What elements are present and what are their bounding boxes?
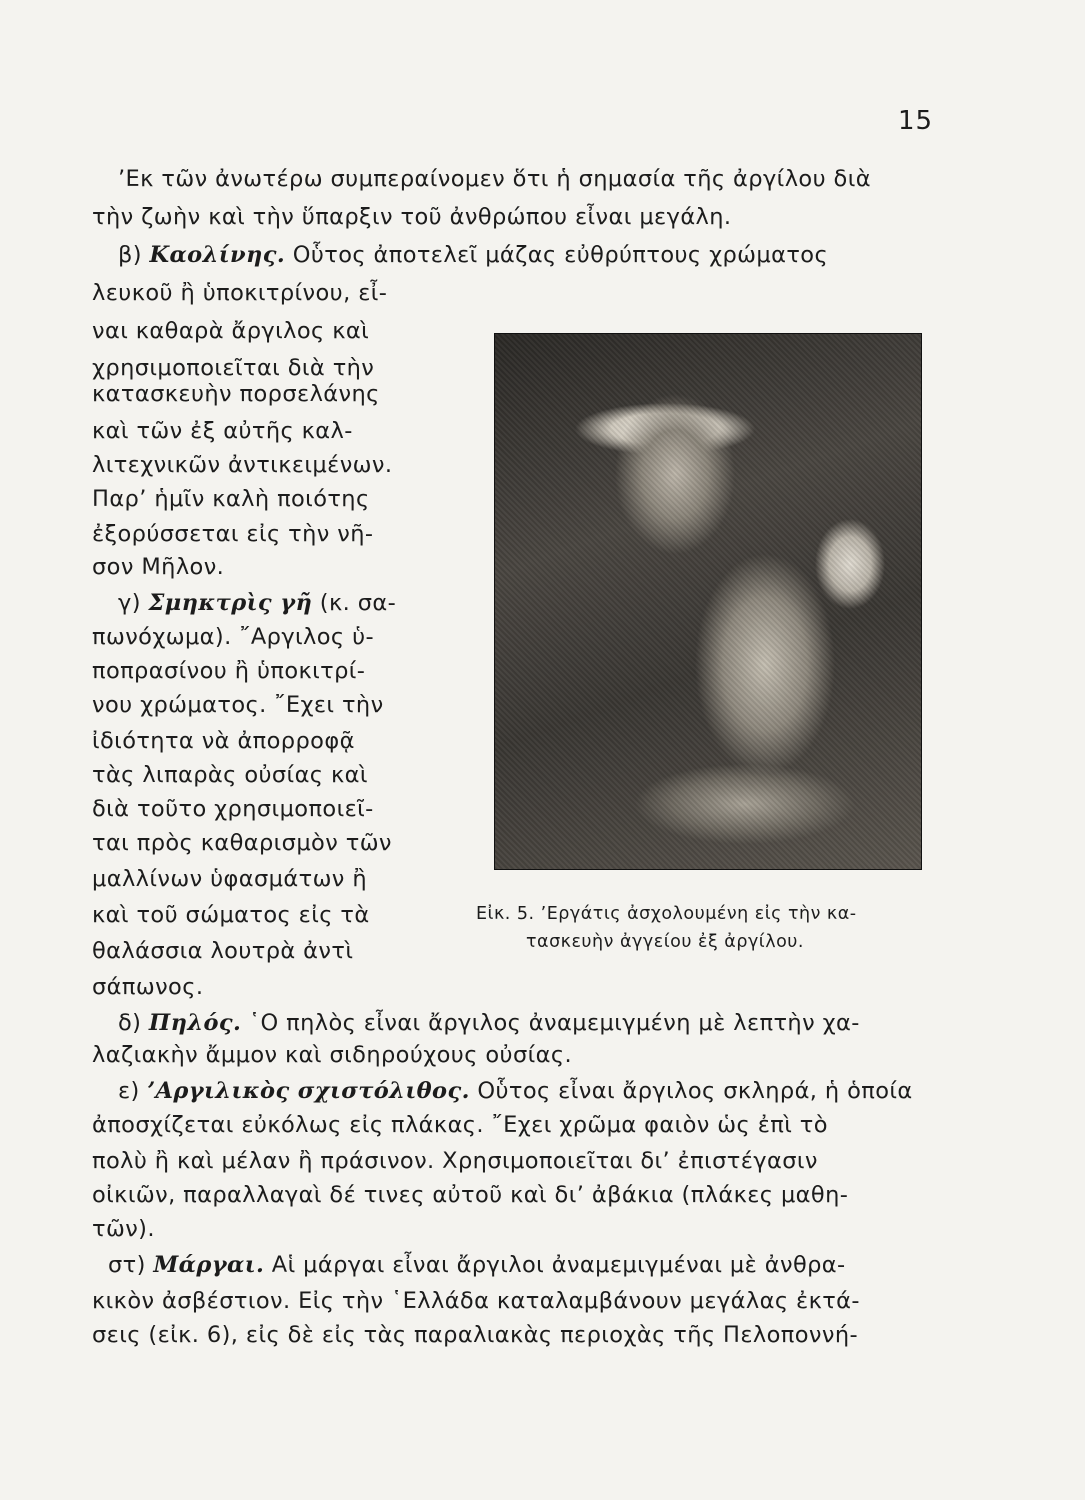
margai-heading: Μάργαι. <box>153 1252 265 1278</box>
text-line: καὶ τοῦ σώματος εἰς τὰ <box>92 902 370 928</box>
text-line: τῶν). <box>92 1216 155 1242</box>
text-line: διὰ τοῦτο χρησιμοποιεῖ- <box>92 796 374 822</box>
schist-paragraph-first-line <box>118 1080 913 1103</box>
schist-marker: ε) <box>118 1078 140 1104</box>
text-line: χρησιμοποιεῖται διὰ τὴν <box>92 355 375 381</box>
text-line: σεις (εἰκ. 6), εἰς δὲ εἰς τὰς παραλιακὰς περιοχὰς τῆς Πελοποννή- <box>92 1322 859 1348</box>
pilos-paragraph-first-line <box>118 1012 860 1035</box>
text-line: σάπωνος. <box>92 974 204 1000</box>
text-line: μαλλίνων ὑφασμάτων ἢ <box>92 866 367 892</box>
smektris-marker: γ) <box>118 590 141 616</box>
text-line: ναι καθαρὰ ἄργιλος καὶ <box>92 318 370 344</box>
margai-first-text: Αἱ μάργαι εἶναι ἄργιλοι ἀναμεμιγμέναι μὲ ἀνθρα- <box>271 1252 846 1278</box>
figure-caption-line-1: Εἰκ. 5. ’Εργάτις ἀσχολουμένη εἰς τὴν κα- <box>476 904 857 924</box>
text-line: καὶ τῶν ἐξ αὐτῆς καλ- <box>92 418 353 444</box>
margai-marker: στ) <box>108 1252 146 1278</box>
text-line: πολὺ ἢ καὶ μέλαν ἢ πράσινον. Χρησιμοποιεῖται δι’ ἐπιστέγασιν <box>92 1148 818 1174</box>
text-line: κατασκευὴν πορσελάνης <box>92 381 380 407</box>
text-line: τὰς λιπαρὰς οὐσίας καὶ <box>92 762 368 788</box>
kaolin-paragraph-first-line <box>118 244 828 267</box>
smektris-first-text: (κ. σα- <box>319 590 397 616</box>
photo-texture <box>495 334 921 869</box>
text-line: σον Μῆλον. <box>92 554 225 580</box>
text-line: λιτεχνικῶν ἀντικειμένων. <box>92 452 393 478</box>
page-number: 15 <box>898 106 934 136</box>
text-line: θαλάσσια λουτρὰ ἀντὶ <box>92 938 354 964</box>
pilos-heading: Πηλός. <box>148 1010 242 1036</box>
text-line: οἰκιῶν, παραλλαγαὶ δέ τινες αὐτοῦ καὶ δι’ ἀβάκια (πλάκες μαθη- <box>92 1182 849 1208</box>
kaolin-first-text: Οὗτος ἀποτελεῖ μάζας εὐθρύπτους χρώματος <box>292 242 829 268</box>
kaolin-marker: β) <box>118 242 142 268</box>
text-line: λευκοῦ ἢ ὑποκιτρίνου, εἶ- <box>92 280 388 306</box>
kaolin-heading: Καολίνης. <box>149 242 286 268</box>
text-line: λαζιακὴν ἄμμον καὶ σιδηρούχους οὐσίας. <box>92 1042 573 1068</box>
text-line: πωνόχωμα). ῎Αργιλος ὑ- <box>92 624 375 650</box>
pottery-worker-photo <box>494 333 922 870</box>
text-line: ἐξορύσσεται εἰς τὴν νῆ- <box>92 521 374 547</box>
text-line: ποπρασίνου ἢ ὑποκιτρί- <box>92 658 366 684</box>
schist-heading: ’Αργιλικὸς σχιστόλιθος. <box>147 1078 470 1104</box>
text-line: νου χρώματος. ῎Εχει τὴν <box>92 692 384 718</box>
figure-caption-line-2: τασκευὴν ἀγγείου ἐξ ἀργίλου. <box>526 932 804 952</box>
text-line: ἰδιότητα νὰ ἀπορροφᾷ <box>92 728 355 754</box>
schist-first-text: Οὗτος εἶναι ἄργιλος σκληρά, ἡ ὁποία <box>477 1078 913 1104</box>
text-line: ἀποσχίζεται εὐκόλως εἰς πλάκας. ῎Εχει χρῶμα φαιὸν ὡς ἐπὶ τὸ <box>92 1112 828 1138</box>
smektris-paragraph-first-line <box>118 592 396 615</box>
pilos-first-text: ῾Ο πηλὸς εἶναι ἄργιλος ἀναμεμιγμένη μὲ λεπτὴν χα- <box>248 1010 860 1036</box>
text-line: ται πρὸς καθαρισμὸν τῶν <box>92 830 392 856</box>
pilos-marker: δ) <box>118 1010 142 1036</box>
margai-paragraph-first-line <box>108 1254 846 1277</box>
text-line: κικὸν ἀσβέστιον. Εἰς τὴν ῾Ελλάδα καταλαμβάνουν μεγάλας ἐκτά- <box>92 1288 860 1314</box>
text-line: Παρ’ ἡμῖν καλὴ ποιότης <box>92 486 370 512</box>
text-line: τὴν ζωὴν καὶ τὴν ὕπαρξιν τοῦ ἀνθρώπου εἶναι μεγάλη. <box>92 204 732 230</box>
text-line: ’Εκ τῶν ἀνωτέρω συμπεραίνομεν ὅτι ἡ σημασία τῆς ἀργίλου διὰ <box>118 166 871 192</box>
smektris-heading: Σμηκτρὶς γῆ <box>148 590 313 616</box>
